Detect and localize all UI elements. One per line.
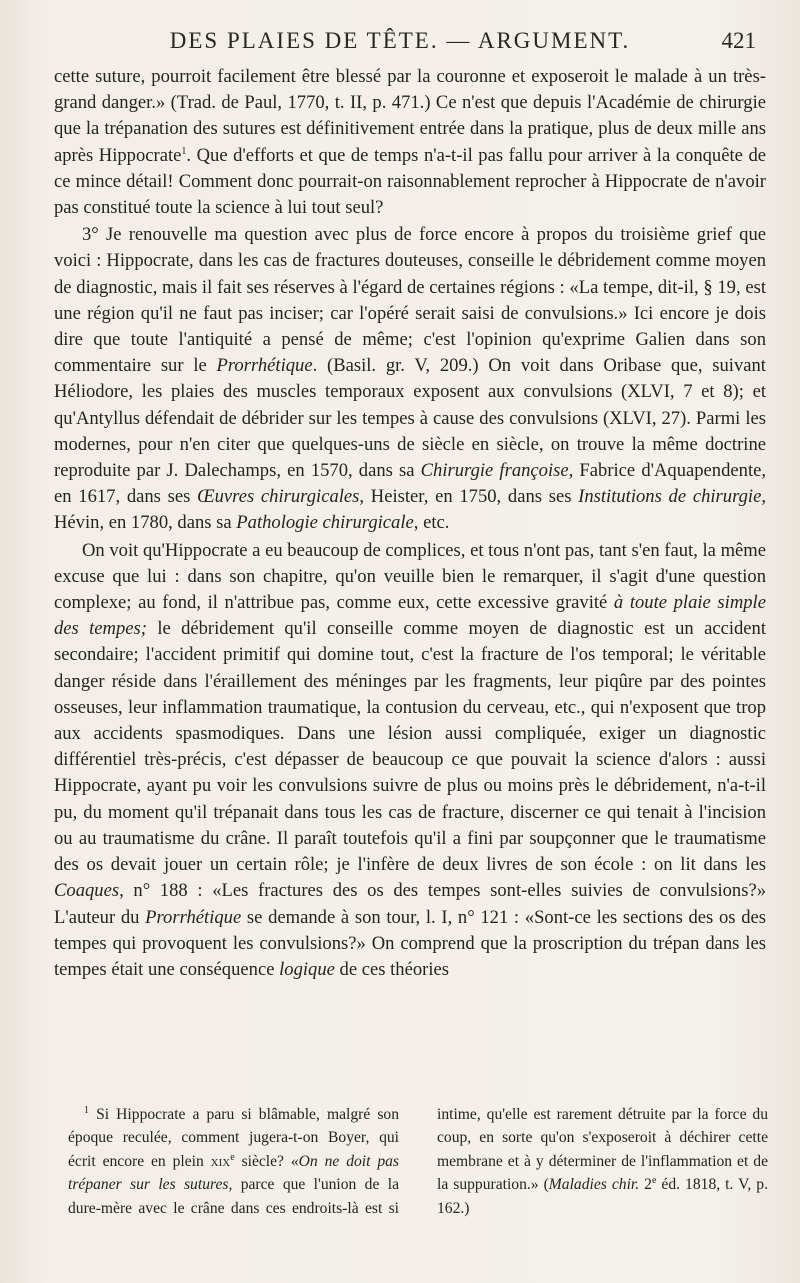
footnote-text-a: Si Hippocrate a paru si blâmable, malgré son époque reculée, comment jugera-t-on Boyer, qui écrit encore en plein [68, 1106, 399, 1170]
work-title-institutions: Institutions de chirurgie, [578, 486, 766, 508]
running-head: DES PLAIES DE TÊTE. — ARGUMENT. [169, 28, 631, 53]
work-title-prorrhetique-2: Prorrhétique [145, 906, 242, 928]
work-title-prorrhetique: Prorrhétique [216, 355, 313, 377]
footnote-work-title: Maladies chir. [548, 1176, 640, 1194]
emphasis-plaie-simple: à toute plaie simple des tempes; [54, 592, 766, 640]
work-title-chirurgie-francoise: Chirurgie françoise, [420, 460, 574, 482]
paragraph-1 [54, 64, 766, 221]
footnote-century-sup: e [230, 1151, 235, 1163]
page-number: 421 [721, 28, 756, 53]
paragraph-3-text-a: On voit qu'Hippocrate a eu beaucoup de complices, et tous n'ont pas, tant s'en faut, la même excuse que lui : dans son chapitre, qu'on veuille bien le remarquer, il s'agit d'une question complexe; au fond, il n'attribue pas, comme eux, cette excessive gravité [54, 539, 766, 614]
paragraph-1-text-b: . Que d'efforts et que de temps n'a-t-il pas fallu pour arriver à la conquête de ce mince détail! Comment donc pourrait-on raisonnablement reprocher à Hippocrate de n'avoir pas constitué toute la science à lui tout seul? [54, 144, 766, 219]
paragraph-3 [54, 538, 766, 983]
paragraph-1-text-a: cette suture, pourroit facilement être blessé par la couronne et exposeroit le malade à un très-grand danger.» (Trad. de Paul, 1770, t. II, p. 471.) Ce n'est que depuis l'Académie de chirurgie que la trépanation des sutures est définitivement entrée dans la pratique, plus de deux mille ans après Hippocrate [54, 66, 766, 166]
paragraph-3-text-c: n° 188 : «Les fractures des os des tempes sont-elles suivies de convulsions?» L'auteur du [54, 880, 766, 928]
work-title-oeuvres-chirurgicales: Œuvres chirurgicales, [197, 486, 365, 508]
footnote-mark: 1 [84, 1104, 89, 1116]
paragraph-2-text-b: . (Basil. gr. V, 209.) On voit dans Oribase que, suivant Héliodore, les plaies des muscles temporaux exposent aux convulsions (XLVI, 7 et 8); et qu'Antyllus défendait de débrider sur les tempes à cause des convulsions (XLVI, 27). Parmi les modernes, pour n'en citer que quelques-uns de siècle en siècle, on trouve la même doctrine reproduite par J. Dalechamps, en 1570, dans sa [54, 355, 766, 482]
paragraph-2-text-f: , etc. [413, 512, 450, 534]
main-text [54, 64, 766, 983]
page-header [0, 28, 800, 60]
emphasis-logique: logique [279, 958, 335, 980]
footnote-text-e: éd. 1818, t. V, p. 162.) [437, 1176, 768, 1217]
footnote-text-c: parce que l'union de la dure-mère avec le crâne dans ces endroits-là est si intime, qu'elle est rarement détruite par la force du coup, en sorte qu'on s'exposeroit à déchirer cette membrane et à y déterminer de l'inflammation et de la suppuration.» ( [68, 1106, 768, 1217]
footnotes [68, 1103, 768, 1263]
paragraph-2-text-a: 3° Je renouvelle ma question avec plus de force encore à propos du troisième grief que voici : Hippocrate, dans les cas de fractures douteuses, conseille le débridement comme moyen de diagnostic, mais il fait ses réserves à l'égard de certaines régions : «La tempe, dit-il, § 19, est une région qu'il ne faut pas inciser; car l'opéré serait saisi de convulsions.» Ici encore je dois dire que toute l'antiquité a pensé de même; c'est l'opinion qu'exprime Galien dans son commentaire sur le [54, 224, 766, 377]
footnote-quote-italic: On ne doit pas trépaner sur les sutures, [68, 1152, 400, 1194]
footnote-1 [68, 1103, 768, 1220]
paragraph-2-text-d: Heister, en 1750, dans ses [364, 486, 579, 508]
footnote-edition-sup: e [651, 1175, 657, 1187]
work-title-pathologie: Pathologie chirurgicale [236, 512, 414, 534]
paragraph-3-text-e: de ces théories [334, 958, 449, 980]
paragraph-3-text-b: le débridement qu'il conseille comme moyen de diagnostic est un accident secondaire; l'accident primitif qui domine tout, c'est la fracture de l'os temporal; le véritable danger réside dans l'éraillement des méninges par les fragments, leur piqûre par des pointes osseuses, leur inflammation traumatique, la contusion du cerveau, etc., qui n'exposent que trop aux accidents spasmodiques. Dans une lésion aussi compliquée, exiger un diagnostic différentiel très-précis, c'est dépasser de beaucoup ce que pouvait la science d'alors : aussi Hippocrate, ayant pu voir les convulsions suivre de plus ou moins près le débridement, n'a-t-il pu, du moment qu'il trépanait dans tous les cas de fracture, discerner ce qui tenait à l'incision ou au traumatisme du crâne. Il paraît toutefois qu'il a fini par soupçonner que le traumatisme des os devait jouer un certain rôle; je l'infère de deux livres de son école : on lit dans les [54, 618, 767, 876]
footnote-text-d: 2 [639, 1176, 652, 1194]
paragraph-2-text-c: Fabrice d'Aquapendente, en 1617, dans ses [54, 460, 767, 508]
work-title-coaques: Coaques, [54, 880, 124, 902]
footnote-century: xix [210, 1152, 231, 1170]
footnote-reference: 1 [181, 145, 187, 157]
paragraph-3-text-d: se demande à son tour, l. I, n° 121 : «Sont-ce les sections des os des tempes qui provoquent les convulsions?» On comprend que la proscription du trépan dans les tempes était une conséquence [54, 906, 766, 980]
footnote-text-b: siècle? « [234, 1152, 299, 1170]
paragraph-2-text-e: Hévin, en 1780, dans sa [54, 512, 237, 534]
paragraph-2 [54, 222, 766, 536]
